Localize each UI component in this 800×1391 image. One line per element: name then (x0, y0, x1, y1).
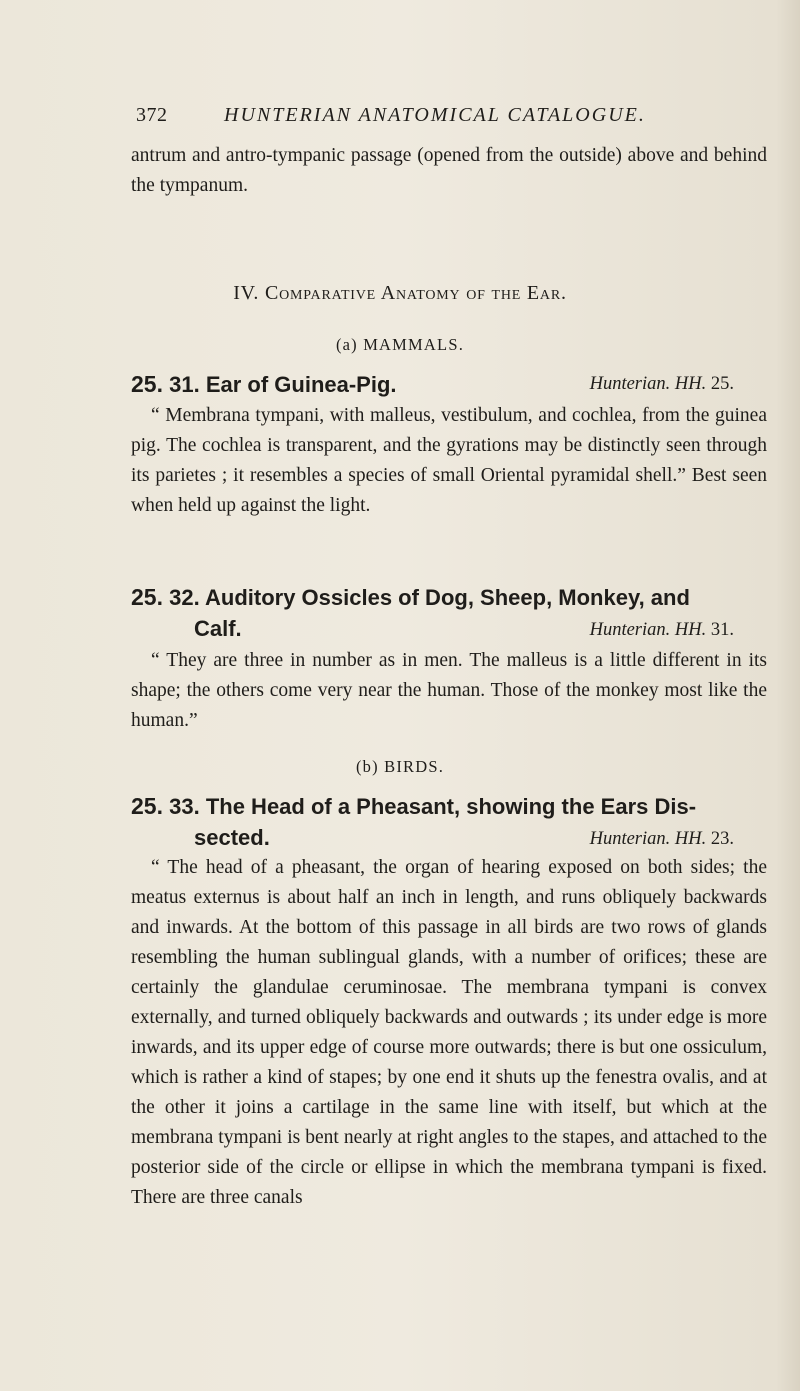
entry-32-title-line2: Calf. (194, 616, 242, 641)
entry-32-reference (590, 615, 734, 646)
entry-31-reference (590, 369, 734, 400)
entry-32-ref-num: 31. (710, 620, 734, 640)
running-title: HUNTERIAN ANATOMICAL CATALOGUE. (224, 104, 646, 126)
entry-33-reference (590, 824, 734, 855)
entry-33-text: “ The head of a pheasant, the organ of hearing exposed on both sides; the meatus externus is about half an inch in length, and runs obliquely backwards and inwards. At the bottom of this passage in all birds are two rows of glands resembling the human sublingual glands, with a number of orifices; these are certainly the glandulae ceruminosae. The membrana tympani is convex externally, and turned obliquely backwards and outwards ; its under edge is more inwards, and its upper edge of course more outwards; there is but one ossiculum, which is rather a kind of stapes; by one end it shuts up the fenestra ovalis, and at the other it joins a cartilage in the same line with itself, but which at the membrana tympani is bent nearly at right angles to the stapes, and attached to the posterior side of the circle or ellipse in which the membrana tympani is fixed. There are three canals (131, 857, 767, 1208)
entry-31-title (131, 369, 767, 400)
entry-31-ref-code: HH. (674, 374, 707, 394)
entry-32-title (131, 582, 767, 644)
entry-33-ref-code: HH. (674, 829, 707, 849)
entry-31-text: “ Membrana tympani, with malleus, vestibulum, and cochlea, from the guinea pig. The cochlea is transparent, and the gyrations may be distinctly seen through its parietes ; it resembles a species of small Oriental pyramidal shell.” Best seen when held up against the light. (131, 405, 767, 516)
entry-33-title-line2: sected. (194, 825, 270, 850)
entry-32-title-line1: Auditory Ossicles of Dog, Sheep, Monkey, and (205, 585, 690, 610)
entry-33-title (131, 791, 767, 853)
entry-32-subnumber: 32. (169, 585, 200, 610)
entry-33-title-line1: The Head of a Pheasant, showing the Ears Dis- (205, 794, 697, 819)
entry-31-number: 25. (131, 371, 163, 397)
entry-32-ref-collection: Hunterian. (589, 620, 671, 640)
entry-31-subnumber: 31. (169, 372, 200, 397)
entry-32-ref-code: HH. (674, 620, 707, 640)
subsection-birds: (b) BIRDS. (355, 757, 445, 776)
entry-33-ref-collection: Hunterian. (589, 829, 671, 849)
entry-33-number: 25. (131, 793, 163, 819)
entry-33-ref-num: 23. (710, 829, 734, 849)
entry-31-ref-num: 25. (710, 374, 734, 394)
entry-32-number: 25. (131, 584, 163, 610)
entry-31-title-text: Ear of Guinea-Pig. (205, 372, 397, 397)
entry-33-subnumber: 33. (169, 794, 200, 819)
page-number: 372 (136, 104, 168, 126)
entry-31-ref-collection: Hunterian. (589, 374, 671, 394)
section-heading: IV. Comparative Anatomy of the Ear. (233, 282, 567, 304)
entry-32-text: “ They are three in number as in men. The malleus is a little different in its shape; the others come very near the human. Those of the monkey most like the human.” (131, 650, 767, 731)
intro-paragraph: antrum and antro-tympanic passage (opened from the outside) above and behind the tympanum. (131, 145, 767, 196)
subsection-mammals: (a) MAMMALS. (335, 335, 465, 354)
